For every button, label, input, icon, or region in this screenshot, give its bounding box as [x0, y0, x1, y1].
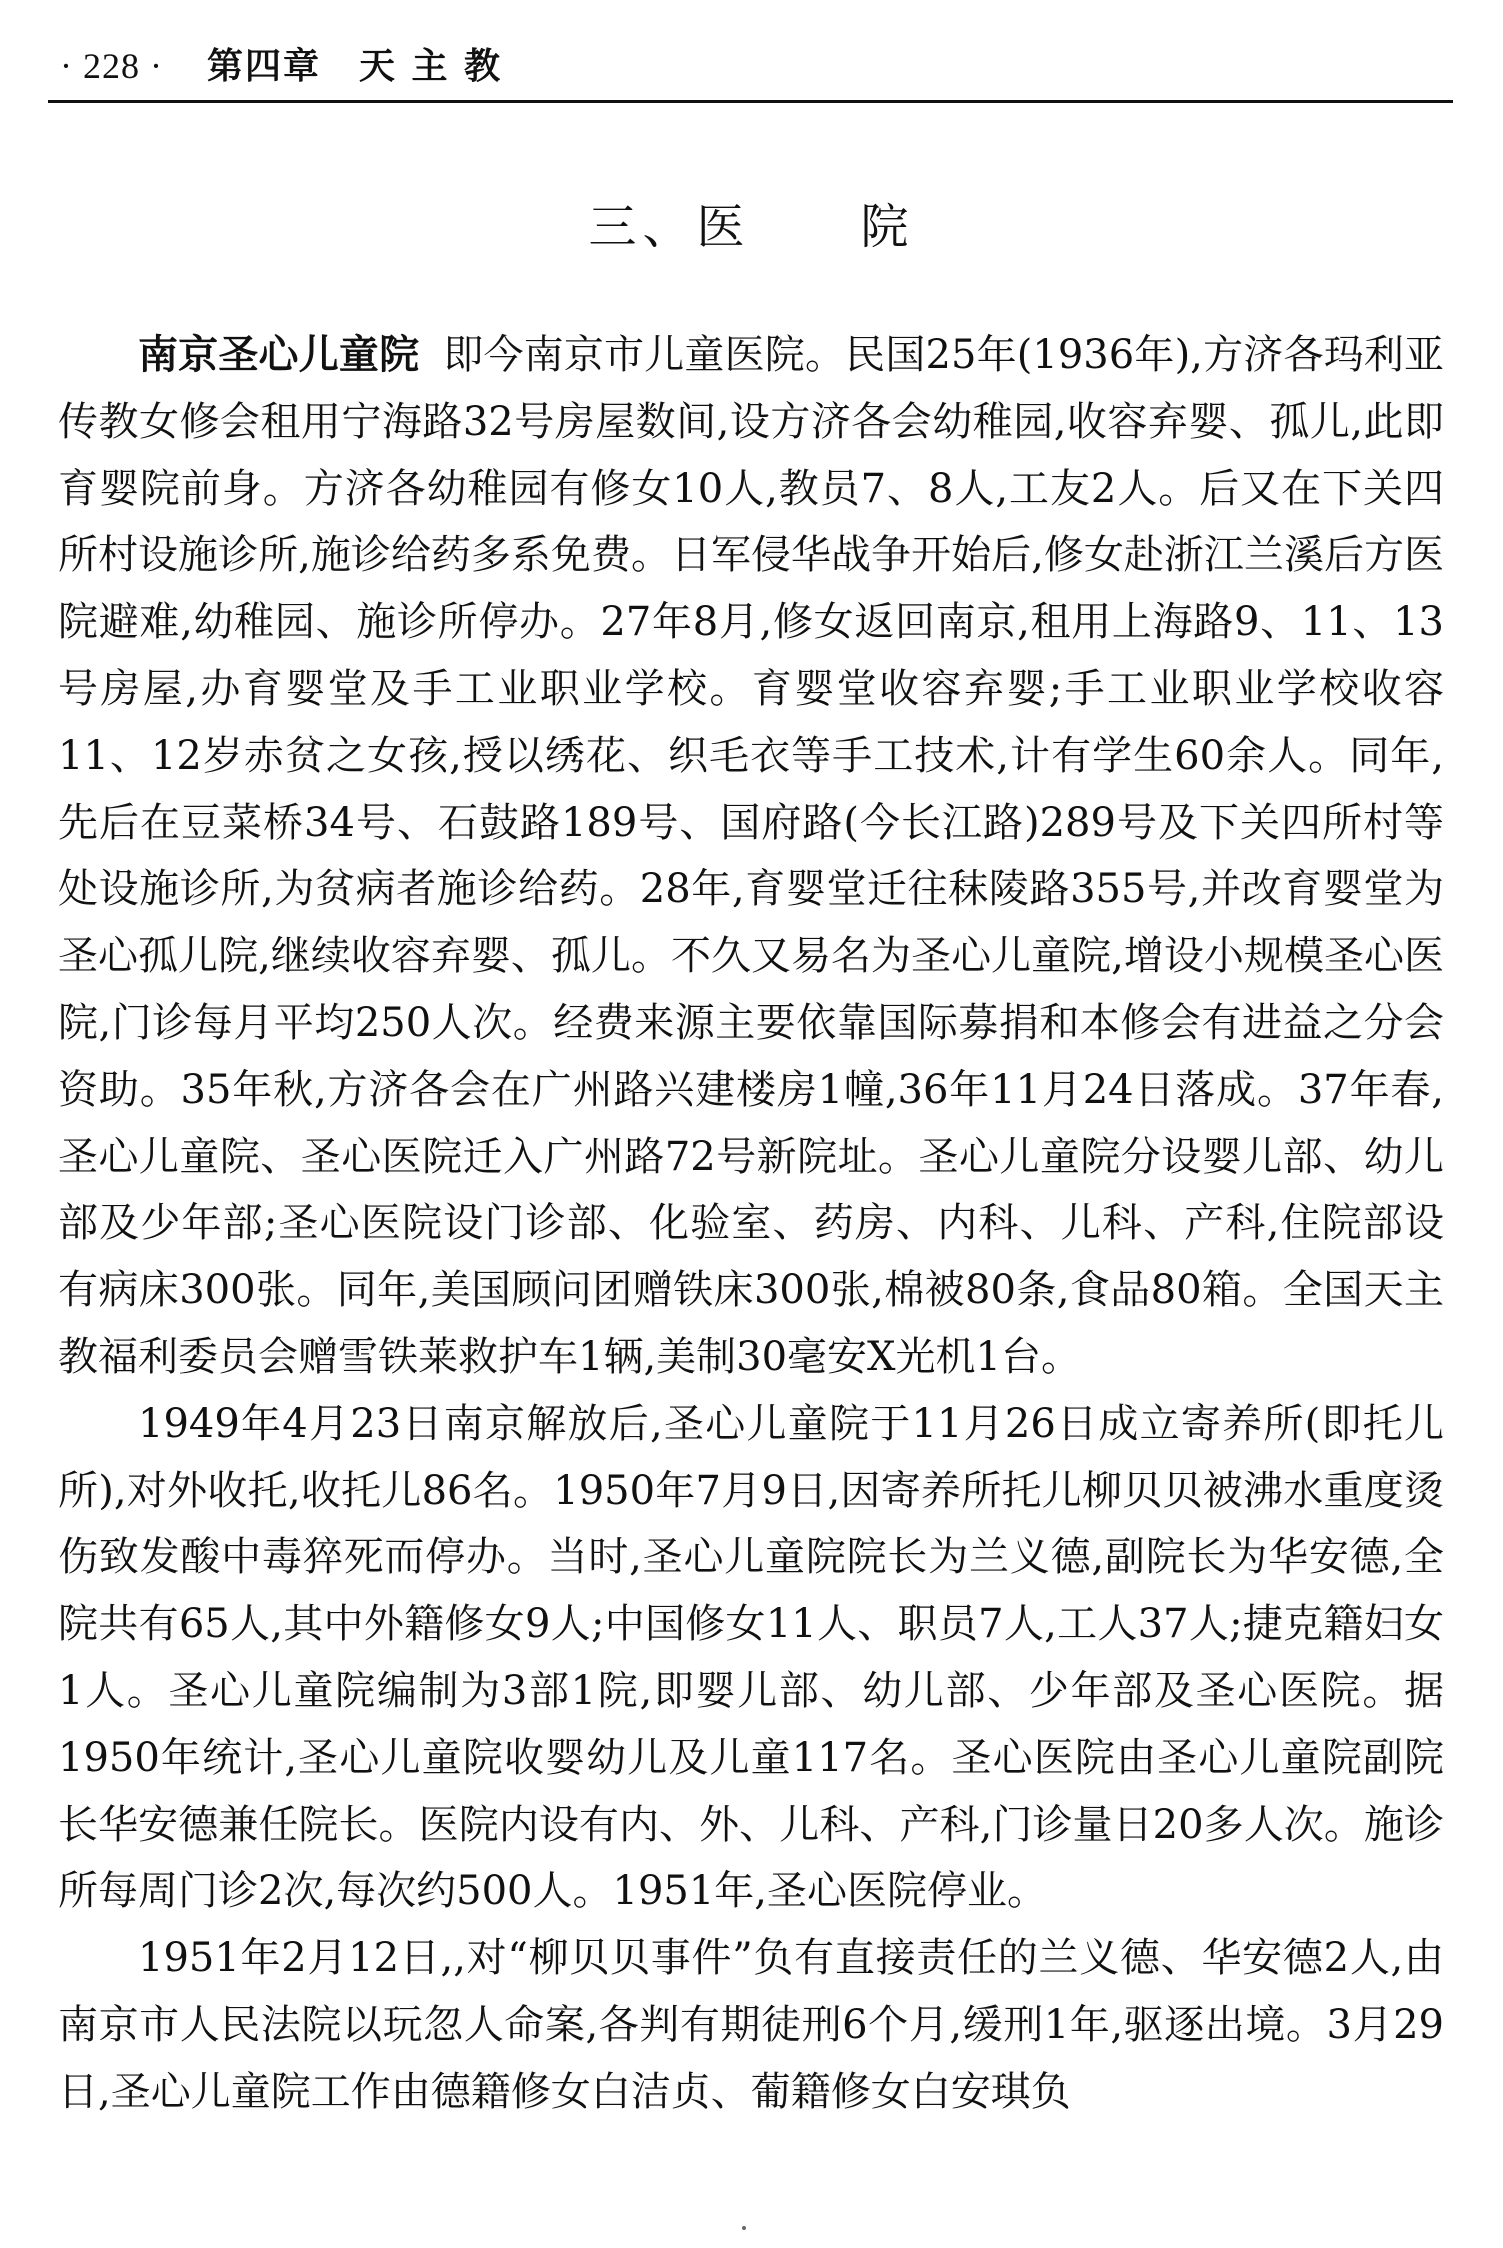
page-number: · 228 · — [60, 46, 163, 86]
paragraph-2-text: 1949年4月23日南京解放后,圣心儿童院于11月26日成立寄养所(即托儿所),对外收托,收托儿86名。1950年7月9日,因寄养所托儿柳贝贝被沸水重度烫伤致发酸中毒猝死而停办。当时,圣心儿童院院长为兰义德,副院长为华安德,全院共有65人,其中外籍修女9人;中国修女11人、职员7人,工人37人;捷克籍妇女1人。圣心儿童院编制为3部1院,即婴儿部、幼儿部、少年部及圣心医院。据1950年统计,圣心儿童院收婴幼儿及儿童117名。圣心医院由圣心儿童院副院长华安德兼任院长。医院内设有内、外、儿科、产科,门诊量日20多人次。施诊所每周门诊2次,每次约500人。1951年,圣心医院停业。 — [58, 1400, 1444, 1915]
section-title-part1: 三、医 — [588, 199, 751, 255]
paragraph-1 — [58, 322, 1444, 1391]
running-header — [60, 38, 1440, 98]
section-title — [0, 188, 1503, 257]
paragraph-1-text: 即今南京市儿童医院。民国25年(1936年),方济各玛利亚传教女修会租用宁海路32号房屋数间,设方济各会幼稚园,收容弃婴、孤儿,此即育婴院前身。方济各幼稚园有修女10人,教员7、8人,工友2人。后又在下关四所村设施诊所,施诊给药多系免费。日军侵华战争开始后,修女赴浙江兰溪后方医院避难,幼稚园、施诊所停办。27年8月,修女返回南京,租用上海路9、11、13号房屋,办育婴堂及手工业职业学校。育婴堂收容弃婴;手工业职业学校收容11、12岁赤贫之女孩,授以绣花、织毛衣等手工技术,计有学生60余人。同年,先后在豆菜桥34号、石鼓路189号、国府路(今长江路)289号及下关四所村等处设施诊所,为贫病者施诊给药。28年,育婴堂迁往秣陵路355号,并改育婴堂为圣心孤儿院,继续收容弃婴、孤儿。不久又易名为圣心儿童院,增设小规模圣心医院,门诊每月平均250人次。经费来源主要依靠国际募捐和本修会有进益之分会资助。35年秋,方济各会在广州路兴建楼房1幢,36年11月24日落成。37年春,圣心儿童院、圣心医院迁入广州路72号新院址。圣心儿童院分设婴儿部、幼儿部及少年部;圣心医院设门诊部、化验室、药房、内科、儿科、产科,住院部设有病床300张。同年,美国顾问团赠铁床300张,棉被80条,食品80箱。全国天主教福利委员会赠雪铁莱救护车1辆,美制30毫安X光机1台。 — [58, 332, 1445, 1380]
chapter-title: 第四章 天 主 教 — [206, 46, 503, 87]
paragraph-3-text: 1951年2月12日,,对“柳贝贝事件”负有直接责任的兰义德、华安德2人,由南京市人民法院以玩忽人命案,各判有期徒刑6个月,缓刑1年,驱逐出境。3月29日,圣心儿童院工作由德籍修女白洁贞、葡籍修女白安琪负 — [58, 1935, 1444, 2115]
entry-lead-term: 南京圣心儿童院 — [138, 332, 420, 378]
paragraph-3 — [58, 1925, 1444, 2125]
header-rule — [48, 100, 1453, 103]
scan-speck — [742, 2226, 746, 2230]
body-text — [58, 322, 1444, 2126]
section-title-part2: 院 — [860, 199, 915, 255]
paragraph-2 — [58, 1391, 1444, 1925]
